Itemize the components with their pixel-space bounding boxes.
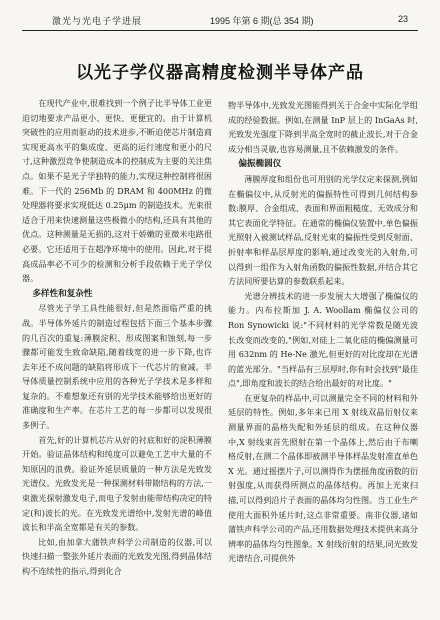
paragraph: 薄膜厚度和组份也可用别的光学仪定来探测,例如在椭偏仪中,从反射光的偏振特性可得到几何结构参数:膜厚、合金组成、表面和界面粗糙度、无效成分和其它表面化学特征。在通常的椭偏仪装置中,单色偏振光照射入被测试样品,反射光束的偏振性受到反射面、折射率和样品层厚度的影响,通过改变光的入射角,可以得到一组作为入射角函数的偏振性数据,并结合其它方法同所要估算的参数联系起来。: [228, 173, 418, 287]
section-heading: 多样性和复杂性: [32, 288, 93, 299]
running-header: [22, 12, 418, 28]
issue-info: 1995 年第 6 期(总 354 期): [210, 16, 314, 26]
paragraph: 尽管光子学工具性能很好,但是然面临严重的挑战。半导体外延片的制造过程包括下面三个基本步骤的几百次的重复:薄膜淀积、形成图案和蚀刻,每一步骤都可能发生致命缺陷,随着线宽的进一步下降,也许去年还不成问题的缺陷将形成下一代芯片的衰减。半导体质量控制系统中应用的各种光子学技术是多样和复杂的。不难想象还有别的光学技术能够给出更好的准确度和生产率。在芯片工艺的每一步都可以发现很多例子。: [22, 303, 212, 431]
section-heading: 偏振椭圆仪: [238, 159, 282, 170]
page-number: 23: [397, 14, 408, 24]
header-rule: [22, 30, 418, 31]
left-column: [22, 96, 212, 579]
article-title: 以光子学仪器高精度检测半导体产品: [76, 63, 364, 83]
journal-name: 激光与光电子学进展: [52, 16, 143, 26]
paragraph: 在现代产业中,很难找到一个例子比半导体工业更迫切地要求产品更小、更快、更便宜的。由于计算机突破性的应用而驱动的技术进步,不断迫使芯片制造商实现更高水平的集成度、更高的运行速度和更小的尺寸,这种激烈竞争使制造成本的控制成为主要的关注焦点。如果不是光子学独特的能力,实现这种控制将很困难。下一代的 256Mb 的 DRAM 和 400MHz 的微处理器将要求实现低达 0.25μm 的制造技术。光束很适合于用来快速测量这些极微小的结构,还具有其他的优点。这种测量是无损的,这对于娇嫩的亚微米电路很必要。它还适用于在超净环境中的使用。因此,对于提高成品率必不可少的检测和分析手段依赖于光子学仪器。: [22, 98, 212, 284]
paragraph: 在更复杂的样品中,可以测量完全不同的材料和外延层的特性。例如,多年来已用 X 射线双晶衍射仪来测量界面的晶格失配和外延层的组成。在这种仪器中,X 射线束首先照射在第一个晶体上,然后由于布喇格反射,在测二个晶体即被测半导体样品发射准直单色 X 光。通过摇摆片子,可以测得作为摆摇角度函数的衍射强度,从而获得所测点的晶体结构。再加上光束扫描,可以得到沿片子表面的晶体均匀性图。当工业生产使用大面积外延片时,这点非常重要。南非仪器,诸如蒲铁声科学公司的产品,还用数据处理技术提供来高分辨率的晶体均匀性图象。X 射线衍射的结果,同光致发光谱结合,可提供外: [228, 392, 418, 564]
paragraph: 光谱分辨技术的进一步发展大大增强了椭偏仪的能力。内布拉斯加 J. A. Woollam 椭偏仪公司的 Ron Synowicki 说:"不同材料的光学常数是随光波长改变而改变的,"例如,对硅上二氧化硅的椭偏测量可用 632nm 的 He-Ne 激光,但更好的对比度却在光谱的蓝光部分。"当样品有三层厚时,你有时会找到"最佳点",即角度和波长的结合给出最好的对比度。": [228, 290, 418, 389]
paragraph: 首先,好的计算机芯片从好的衬底和好的淀积薄膜开始。验证晶体结构和纯度可以避免工艺中大量的不知原因的浪费。验证外延层质量的一种方法是光致发光谱仪。光致发光是一种探测材料带隙结构的方法,一束激光探射激发电子,而电子发射由能带结构决定的特定(和)波长的光。在光致发光谱给中,发射光谱的峰值波长和半高全宽都是有关的参数。: [22, 434, 212, 533]
paragraph: 物半导体中,光致发光图能得到关于合金中实际化学组成的经验数据。例如,在测量 InP 层上的 InGaAs 时,光致发光强度下降到半高全宽时的截止波长,对于合金成分相当灵敏,也容易测量,且不依赖激发的条件。: [228, 100, 418, 154]
paragraph: 比如,由加拿大蒲铁声科学公司制造的仪器,可以快速扫描一整张外延片表面的光致发光图,得到晶体结构不连续性的指示,得到化合: [22, 536, 212, 576]
right-column: [228, 98, 418, 566]
